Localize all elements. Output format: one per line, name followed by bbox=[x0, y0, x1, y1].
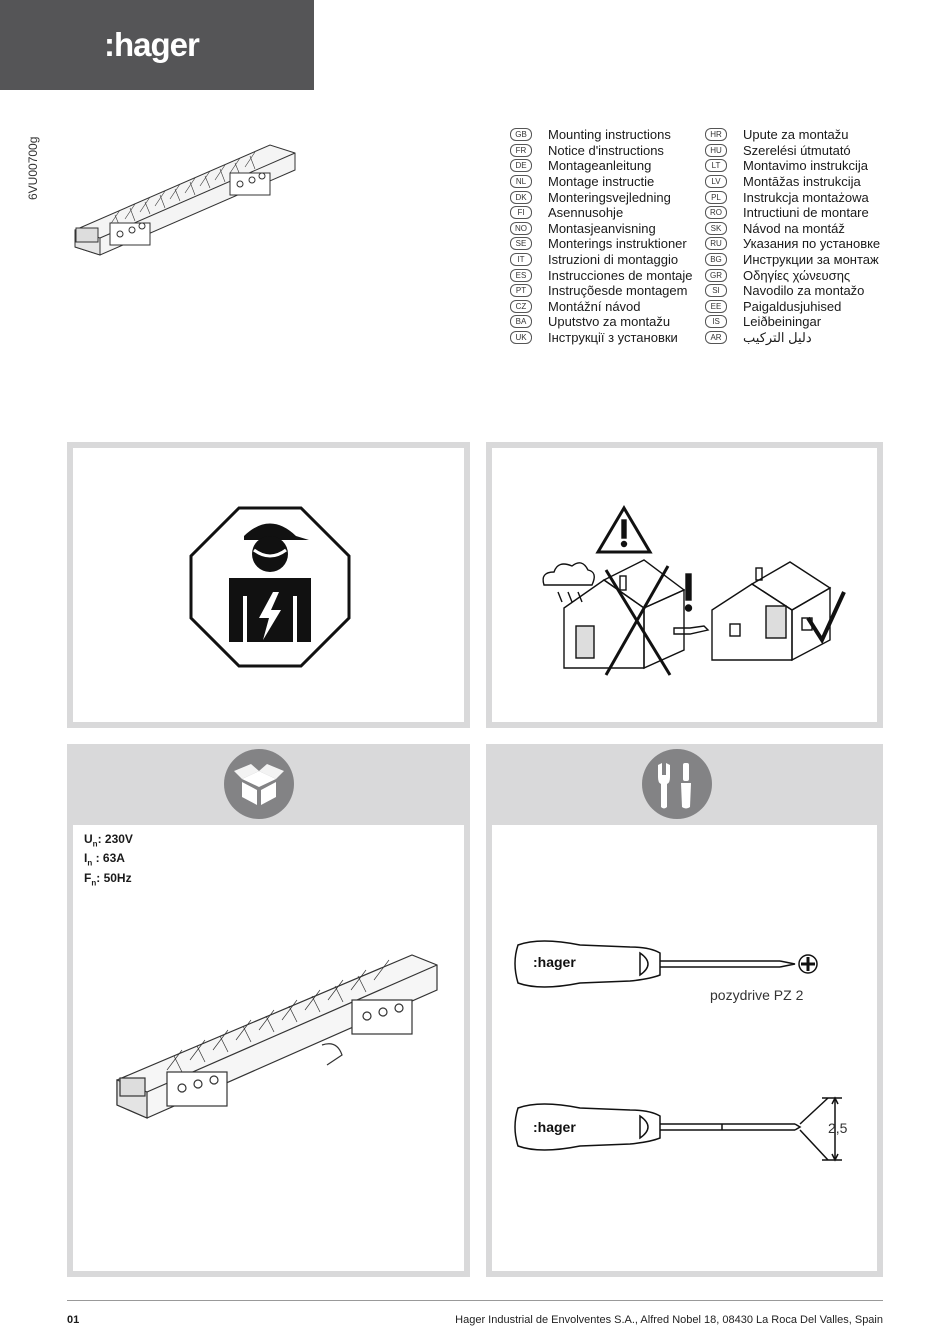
indoor-use-only-illustration bbox=[540, 500, 850, 680]
language-item: NL Montage instructie bbox=[510, 174, 693, 190]
language-item: IT Istruzioni di montaggio bbox=[510, 252, 693, 268]
language-item: AR دليل التركيب bbox=[705, 330, 880, 346]
language-item: DK Monteringsvejledning bbox=[510, 189, 693, 205]
language-item: EE Paigaldusjuhised bbox=[705, 299, 880, 315]
electrician-panel bbox=[67, 442, 470, 728]
language-item: UK Інструкції з установки bbox=[510, 330, 693, 346]
language-list-right bbox=[705, 127, 880, 345]
language-item: DE Montageanleitung bbox=[510, 158, 693, 174]
rated-current: $I_n$ : 63A bbox=[84, 851, 125, 868]
rated-frequency: $F_n$: 50Hz bbox=[84, 870, 132, 888]
language-item: GB Mounting instructions bbox=[510, 127, 693, 143]
package-box-icon bbox=[224, 749, 294, 819]
footer-divider bbox=[67, 1300, 883, 1301]
indoor-installation-panel bbox=[486, 442, 883, 728]
pozidrive-size-label: pozydrive PZ 2 bbox=[710, 987, 804, 1003]
language-item: GR Οδηγίες χώνευσης bbox=[705, 267, 880, 283]
language-item: NO Montasjeanvisning bbox=[510, 221, 693, 237]
document-reference: 6VU00700g bbox=[26, 136, 40, 200]
language-item: HR Upute za montažu bbox=[705, 127, 880, 143]
language-item: SK Návod na montáž bbox=[705, 221, 880, 237]
language-item: IS Leiðbeiningar bbox=[705, 314, 880, 330]
language-item: RU Указания по установке bbox=[705, 236, 880, 252]
tools-icon bbox=[642, 749, 712, 819]
flat-blade-dimension-label: 2,5 bbox=[828, 1120, 848, 1136]
screwdriver-brand-label: :hager bbox=[533, 1119, 576, 1135]
language-item: RO Intructiuni de montare bbox=[705, 205, 880, 221]
language-item: FR Notice d'instructions bbox=[510, 143, 693, 159]
company-address: Hager Industrial de Envolventes S.A., Alfred Nobel 18, 08430 La Roca Del Valles, Spain bbox=[455, 1314, 883, 1326]
busbar-product-illustration bbox=[70, 135, 300, 275]
language-item: PL Instrukcja montażowa bbox=[705, 189, 880, 205]
language-item: BG Инструкции за монтаж bbox=[705, 252, 880, 268]
page-number: 01 bbox=[67, 1314, 80, 1326]
language-item: ES Instrucciones de montaje bbox=[510, 267, 693, 283]
brand-header bbox=[0, 0, 314, 90]
language-item: LV Montāžas instrukcija bbox=[705, 174, 880, 190]
qualified-electrician-icon bbox=[189, 506, 351, 668]
language-item: SE Monterings instruktioner bbox=[510, 236, 693, 252]
busbar-product-illustration-large bbox=[112, 950, 442, 1145]
language-item: CZ Montážní návod bbox=[510, 299, 693, 315]
language-item: PT Instruçõesde montagem bbox=[510, 283, 693, 299]
language-item: LT Montavimo instrukcija bbox=[705, 158, 880, 174]
language-item: BA Uputstvo za montažu bbox=[510, 314, 693, 330]
tools-area bbox=[492, 825, 877, 1271]
language-list-left bbox=[510, 127, 693, 345]
rated-voltage: $U_n$: 230V bbox=[84, 832, 133, 849]
hager-logo: :hager bbox=[104, 26, 199, 63]
language-item: HU Szerelési útmutató bbox=[705, 143, 880, 159]
language-item: FI Asennusohje bbox=[510, 205, 693, 221]
electrical-ratings bbox=[84, 832, 133, 890]
language-item: SI Navodilo za montažo bbox=[705, 283, 880, 299]
screwdriver-brand-label: :hager bbox=[533, 954, 576, 970]
